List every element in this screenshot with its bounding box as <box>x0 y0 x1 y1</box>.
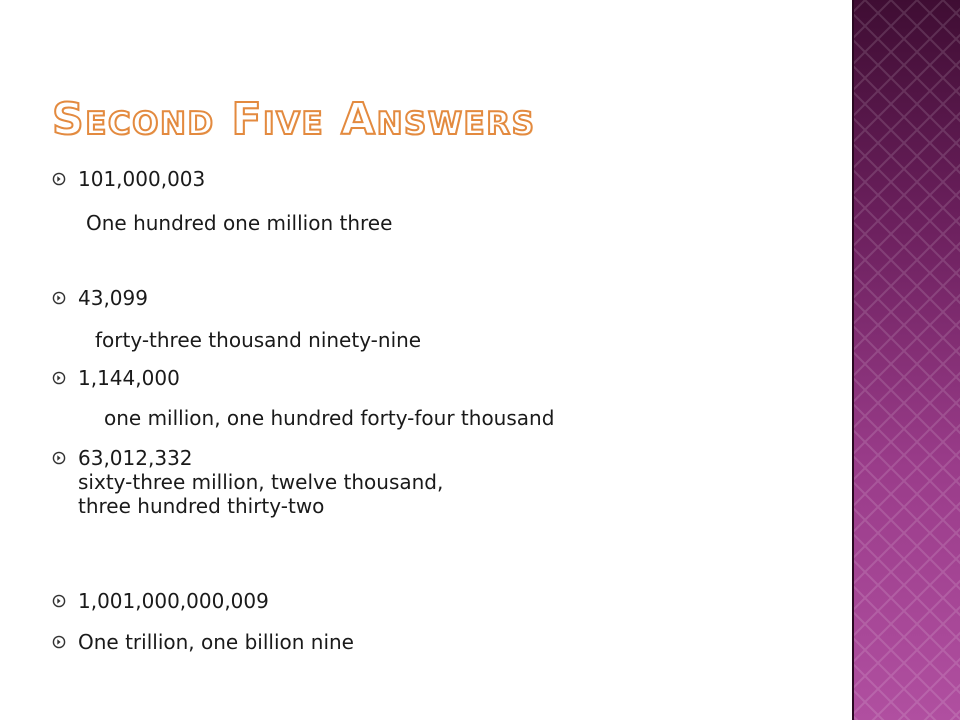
slide-title: Second Five Answers <box>52 94 536 145</box>
answer-4-words-line2: three hundred thirty-two <box>78 494 325 518</box>
circled-arrow-icon <box>52 291 66 305</box>
answer-2-words: forty-three thousand ninety-nine <box>95 328 422 352</box>
decorative-sidebar <box>852 0 960 720</box>
answer-4-words-line1: sixty-three million, twelve thousand, <box>78 470 444 494</box>
answer-5-words: One trillion, one billion nine <box>78 630 354 654</box>
diamond-pattern <box>852 0 960 720</box>
circled-arrow-icon <box>52 371 66 385</box>
circled-arrow-icon <box>52 635 66 649</box>
answer-3-words: one million, one hundred forty-four thousand <box>104 406 555 430</box>
answer-1-number: 101,000,003 <box>78 167 206 191</box>
circled-arrow-icon <box>52 451 66 465</box>
answer-5-number: 1,001,000,000,009 <box>78 589 269 613</box>
circled-arrow-icon <box>52 172 66 186</box>
answer-2-number: 43,099 <box>78 286 148 310</box>
sidebar-divider <box>852 0 854 720</box>
answer-3-number: 1,144,000 <box>78 366 180 390</box>
answer-1-words: One hundred one million three <box>86 211 393 235</box>
circled-arrow-icon <box>52 594 66 608</box>
answer-4-number: 63,012,332 <box>78 446 193 470</box>
